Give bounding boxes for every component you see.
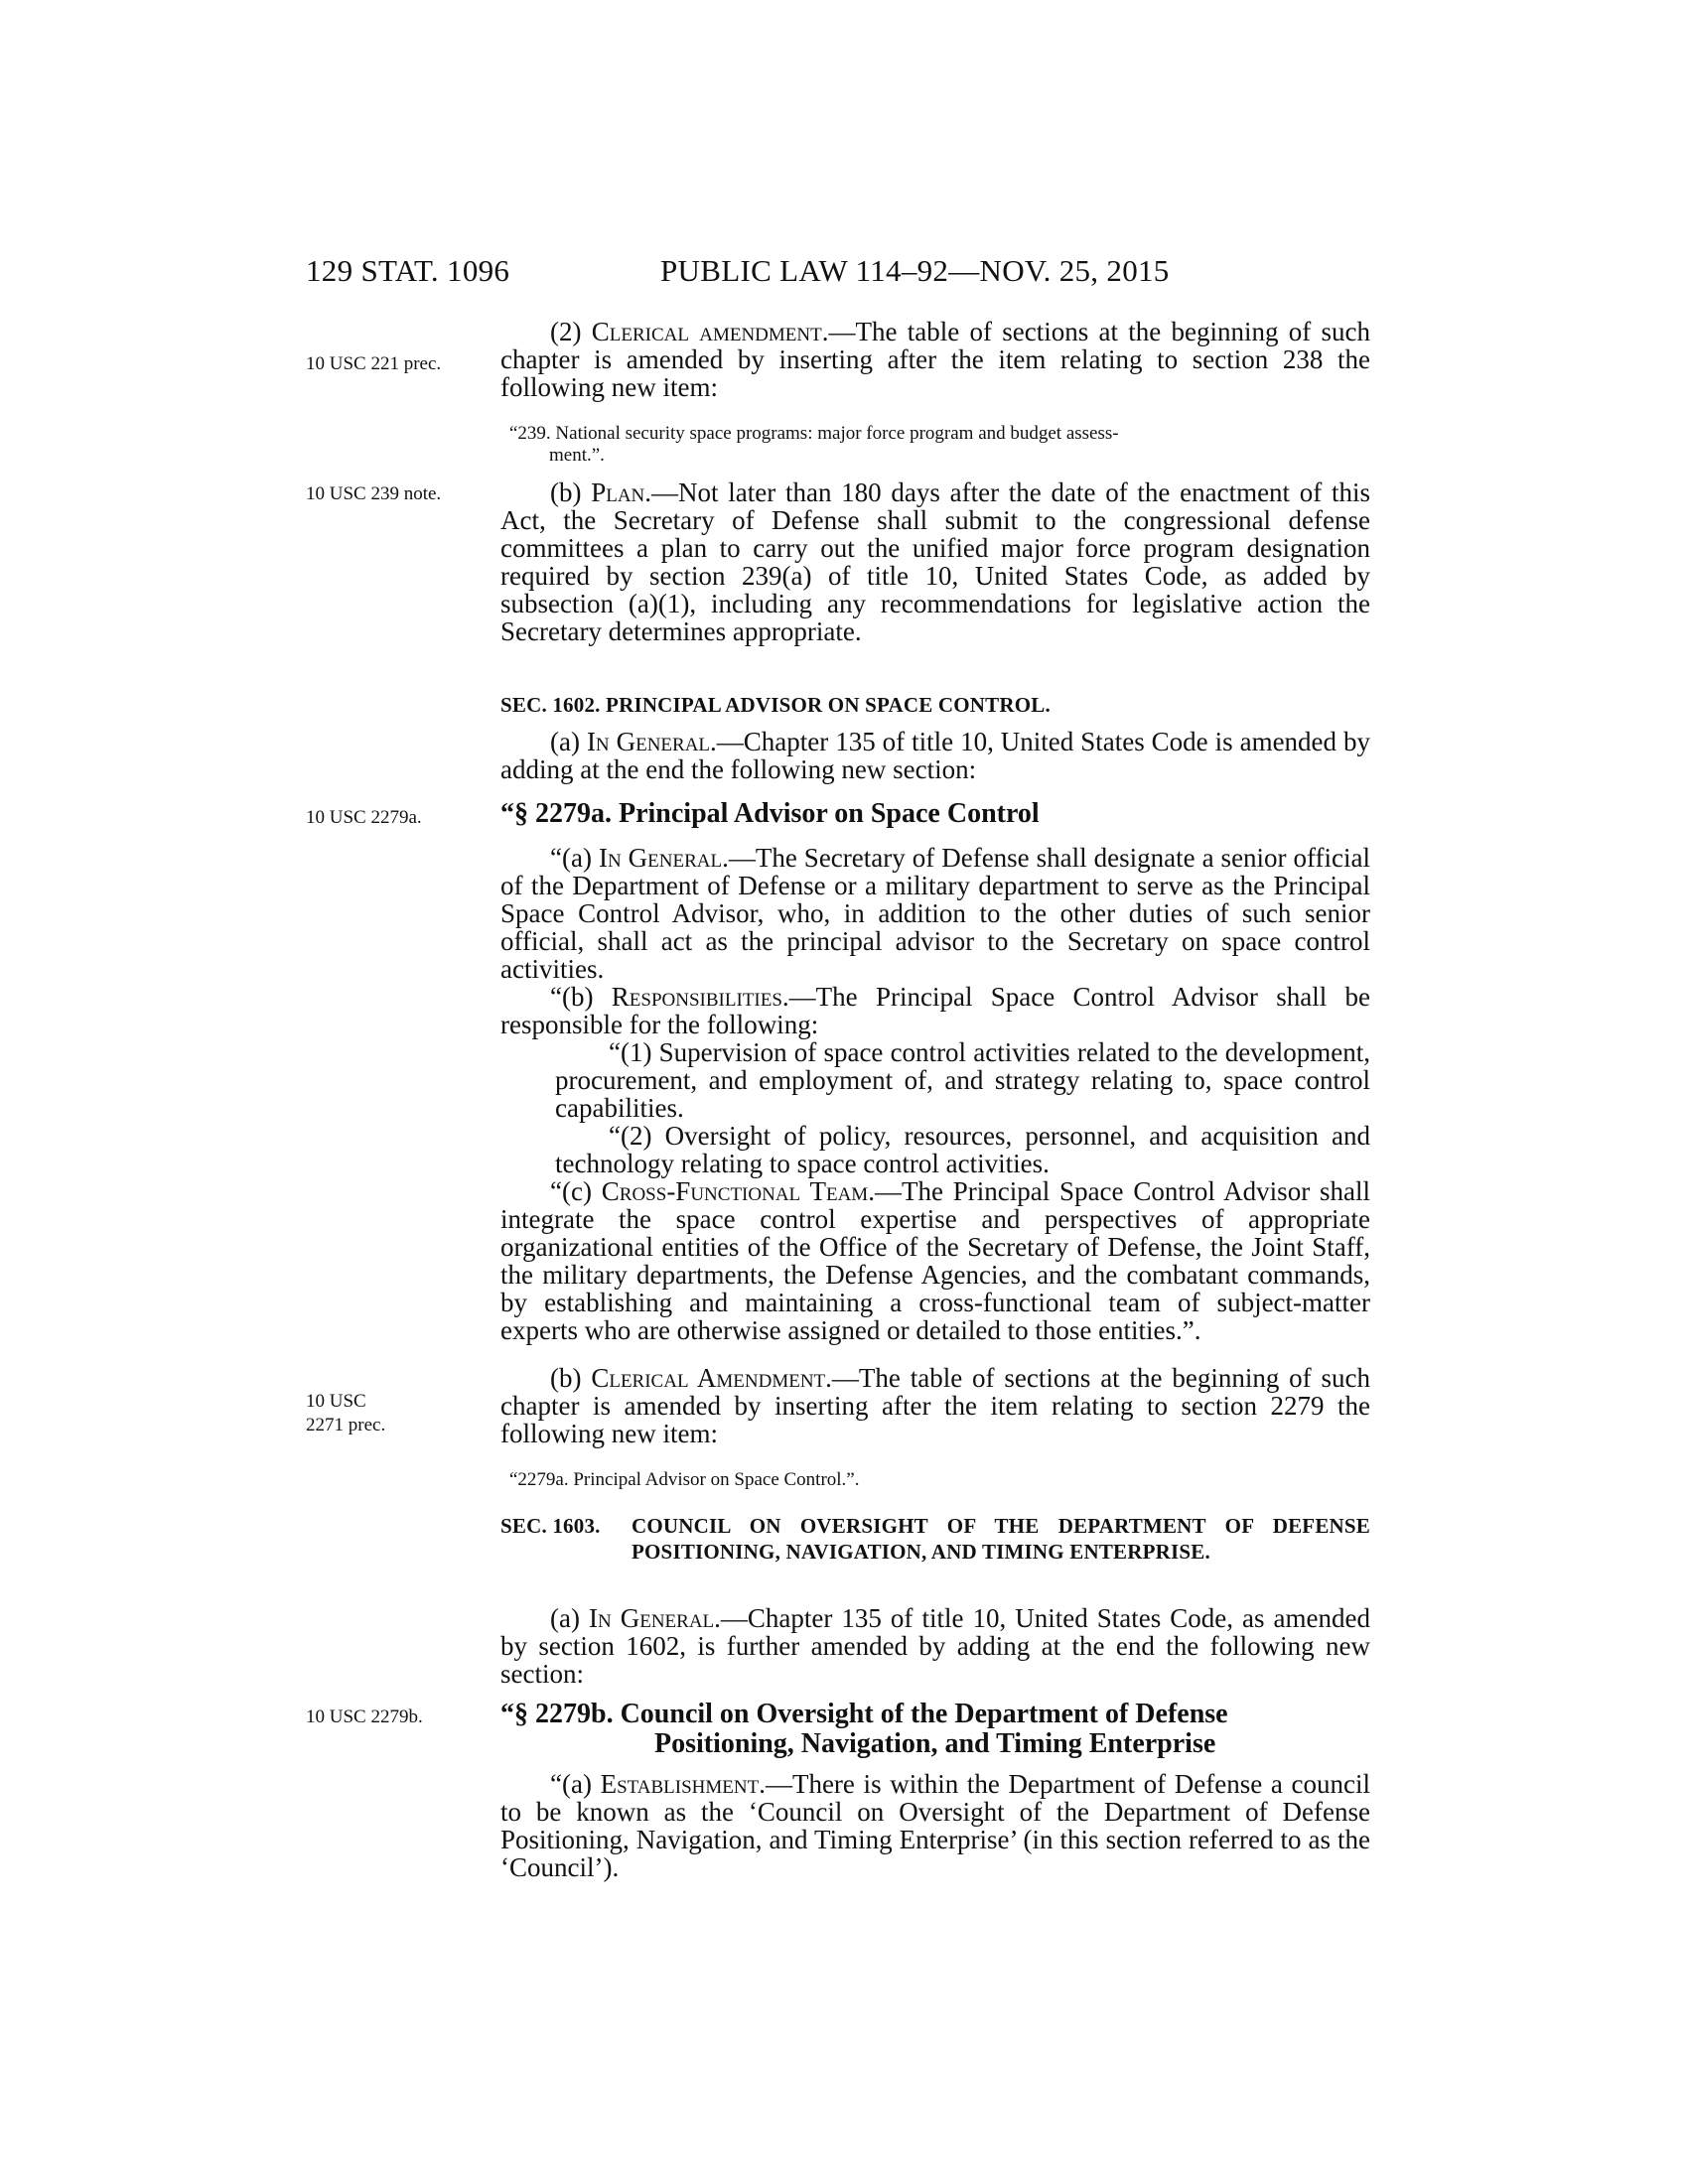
paragraph-in-general-2 [500, 1604, 1370, 1688]
toc-line: “239. National security space programs: major force program and budget assess- [509, 423, 1119, 444]
subsection-text: .—The Principal Space Control Advisor shall integrate the space control expertise and perspectives of appropriate organizational entities of the Office of the Secretary of Defense, the Joint Staff, the military departments, the Defense Agencies, and the combatant commands, by establishing and maintaining a cross-functional team of subject-matter experts who are otherwise assigned or detailed to those entities.”. [500, 1176, 1371, 1345]
section-heading-1602: SEC. 1602. PRINCIPAL ADVISOR ON SPACE CONTROL. [500, 693, 1051, 717]
paragraph-text: .—Chapter 135 of title 10, United States Code is amended by adding at the end the following new section: [500, 727, 1371, 784]
subsection-text: .—The Principal Space Control Advisor shall be responsible for the following: [500, 982, 1371, 1039]
subsection-b [500, 983, 1370, 1038]
paragraph-label: (a) [550, 1603, 589, 1633]
section-title-line: Positioning, Navigation, and Timing Enterprise [654, 1728, 1216, 1759]
section-title-2279a: “§ 2279a. Principal Advisor on Space Control [500, 798, 1040, 829]
paragraph-text: .—Chapter 135 of title 10, United States Code, as amended by section 1602, is further amended by adding at the end the following new section: [500, 1603, 1370, 1689]
subsection-label: “(b) [550, 982, 612, 1012]
margin-note: 10 USC 239 note. [306, 483, 442, 504]
subsection-text: .—The Secretary of Defense shall designate a senior official of the Department of Defense or a military department to serve as the Principal Space Control Advisor, who, in addition to the other duties of such senior official, shall act as the principal advisor to the Secretary on space control activities. [500, 843, 1370, 984]
subsection-c [500, 1177, 1370, 1344]
paragraph-heading: In General [589, 1603, 715, 1633]
paragraph-heading: Plan [591, 478, 645, 507]
subsection-heading: In General [598, 843, 723, 873]
subsection-label: “(c) [550, 1176, 602, 1206]
toc-line: ment.”. [549, 445, 605, 466]
margin-note [306, 1390, 385, 1437]
paragraph-clerical-amendment-2 [500, 1364, 1370, 1447]
paragraph-in-general [500, 728, 1370, 783]
margin-note-line: 2271 prec. [306, 1415, 386, 1435]
paragraph-plan [500, 478, 1370, 645]
statute-page-number: 129 STAT. 1096 [306, 253, 510, 288]
paragraph-text: .—The table of sections at the beginning of such chapter is amended by inserting after the item relating to section 238 the following new item: [500, 317, 1370, 402]
margin-note: 10 USC 221 prec. [306, 353, 442, 374]
paragraph-label: (a) [550, 727, 587, 756]
section-heading-1603 [500, 1513, 1370, 1565]
section-2279a-body [500, 844, 1370, 1344]
paragraph-heading: Clerical amendment [591, 317, 822, 346]
paragraph-label: (2) [550, 317, 592, 346]
section-title-line: “§ 2279b. Council on Oversight of the Department of Defense [500, 1699, 1228, 1729]
subsection-a [500, 1770, 1370, 1881]
margin-note: 10 USC 2279a. [306, 807, 422, 828]
subsection-a [500, 844, 1370, 983]
subsection-label: “(a) [550, 843, 599, 873]
subsection-text: .—There is within the Department of Defense a council to be known as the ‘Council on Oversight of the Department of Defense Positioning, Navigation, and Timing Enterprise’ (in this section referred to as the ‘Council’). [500, 1769, 1370, 1882]
paragraph-text: .—Not later than 180 days after the date of the enactment of this Act, the Secretary of Defense shall submit to the congressional defense committees a plan to carry out the unified major force program designation required by section 239(a) of title 10, United States Code, as added by subsection (a)(1), including any recommendations for legislative action the Secretary determines appropriate. [500, 478, 1371, 646]
paragraph-b2: “(2) Oversight of policy, resources, personnel, and acquisition and technology relating to space control activities. [555, 1121, 1370, 1178]
table-of-sections-item [509, 423, 1369, 467]
subsection-heading: Responsibilities [611, 982, 782, 1012]
subsection-heading: Establishment [600, 1769, 760, 1799]
table-of-sections-item: “2279a. Principal Advisor on Space Control.”. [509, 1469, 860, 1490]
margin-note: 10 USC 2279b. [306, 1706, 423, 1727]
paragraph-heading: Clerical Amendment [591, 1363, 826, 1393]
subsection-label: “(a) [550, 1769, 601, 1799]
margin-note-line: 10 USC [306, 1391, 366, 1412]
section-title: COUNCIL ON OVERSIGHT OF THE DEPARTMENT OF DEFENSE POSITIONING, NAVIGATION, AND TIMING ENTERPRISE. [632, 1514, 1370, 1564]
paragraph-label: (b) [550, 1363, 592, 1393]
section-number: SEC. 1603. [500, 1514, 601, 1538]
paragraph-heading: In General [586, 727, 711, 756]
section-title-2279b [500, 1700, 1370, 1759]
paragraph-text: .—The table of sections at the beginning of such chapter is amended by inserting after the item relating to section 2279 the following new item: [500, 1363, 1370, 1448]
paragraph-clerical-amendment [500, 318, 1370, 401]
paragraph-label: (b) [550, 478, 592, 507]
paragraph-b1: “(1) Supervision of space control activities related to the development, procurement, and employment of, and strategy relating to, space control capabilities. [555, 1037, 1370, 1123]
running-header: PUBLIC LAW 114–92—NOV. 25, 2015 [660, 253, 1170, 288]
section-2279b-body [500, 1770, 1370, 1881]
subsection-heading: Cross-Functional Team [601, 1176, 869, 1206]
